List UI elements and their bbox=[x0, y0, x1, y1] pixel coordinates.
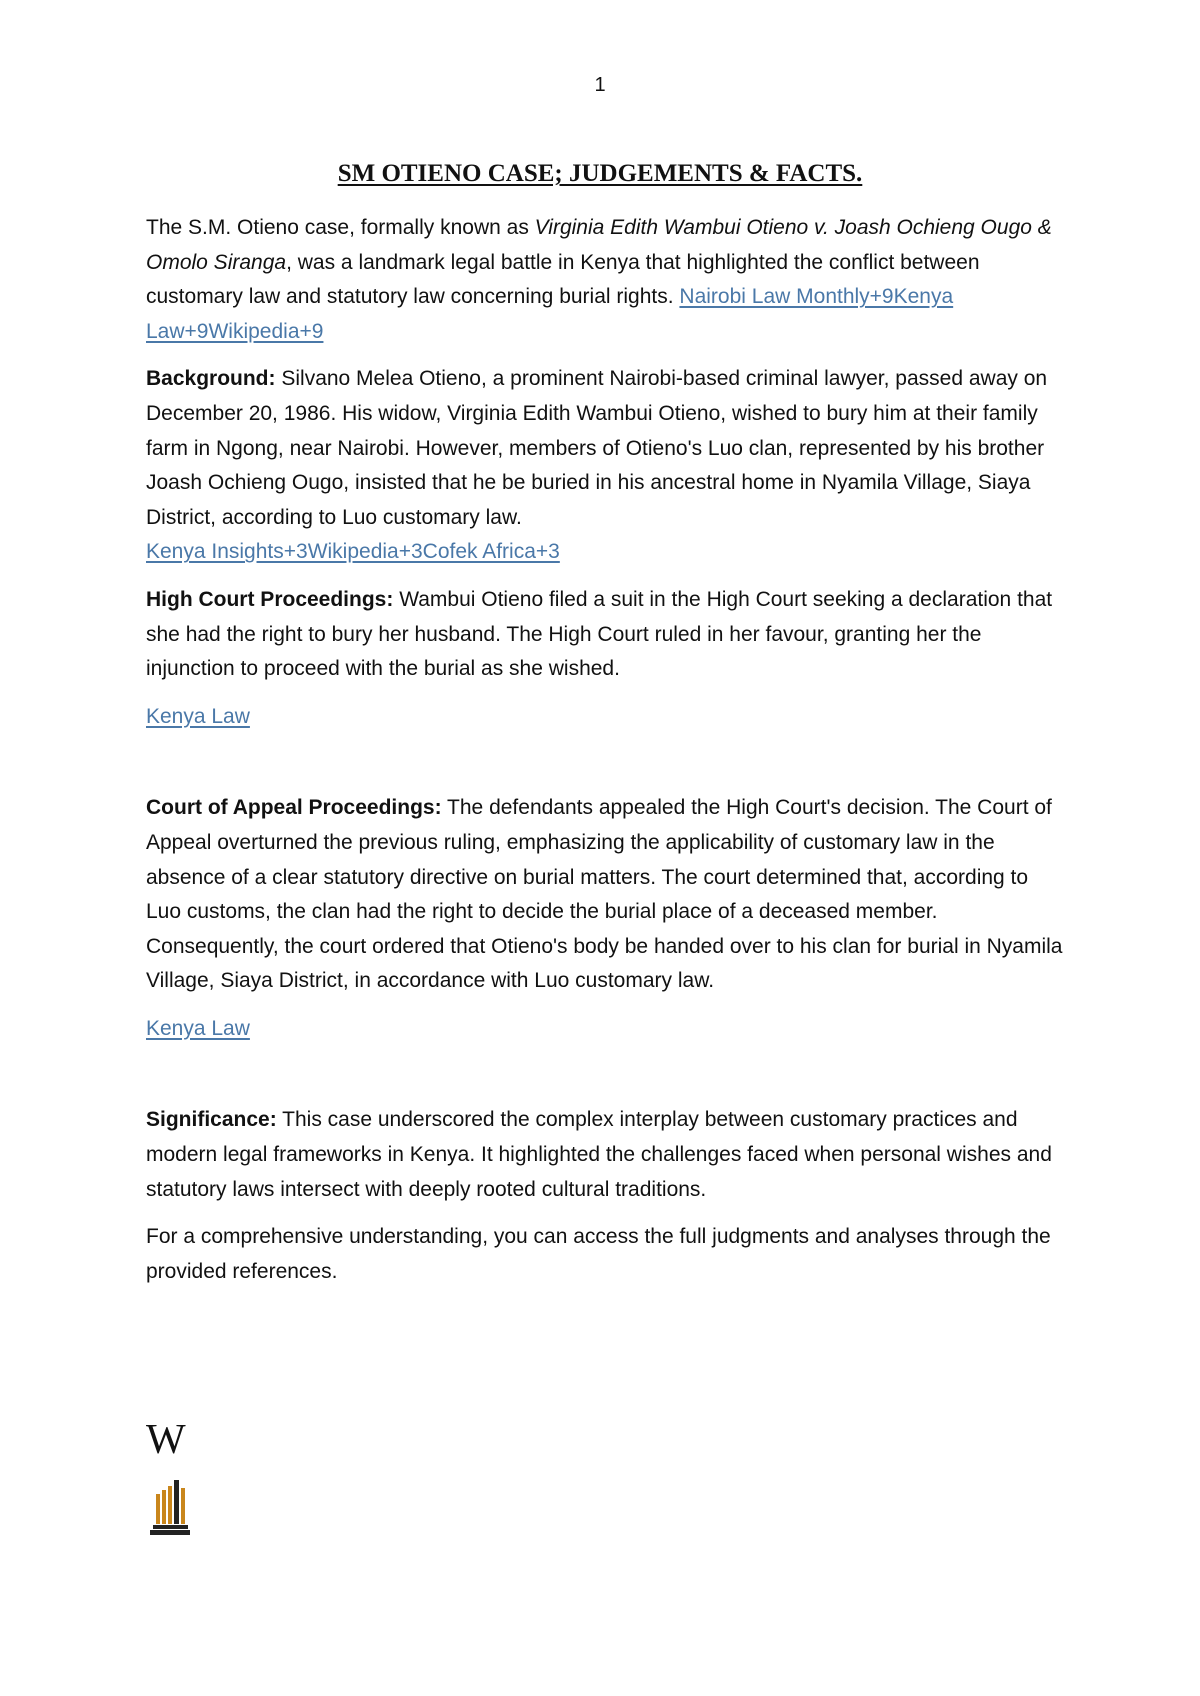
intro-source-link[interactable]: Nairobi Law Monthly+9Kenya Law+9Wikipedia+9 bbox=[146, 285, 954, 343]
logo-base bbox=[150, 1530, 190, 1535]
background-source-link[interactable]: Kenya Insights+3Wikipedia+3Cofek Africa+3 bbox=[146, 540, 560, 564]
logo-column bbox=[156, 1494, 160, 1524]
closing-paragraph: For a comprehensive understanding, you can access the full judgments and analyses through the provided references. bbox=[146, 1225, 1051, 1283]
kenya-law-logo-icon[interactable] bbox=[150, 1478, 190, 1536]
logo-column bbox=[162, 1490, 166, 1524]
logo-base bbox=[153, 1525, 188, 1529]
high-court-source-link[interactable]: Kenya Law bbox=[146, 704, 250, 728]
background-paragraph bbox=[146, 362, 1066, 570]
intro-text-2: , was a landmark legal battle in Kenya that highlighted the conflict between customary law and statutory law concerning burial rights. bbox=[146, 250, 980, 309]
high-court-text: Wambui Otieno filed a suit in the High Court seeking a declaration that she had the right to bury her husband. The High Court ruled in her favour, granting her the injunction to proceed with the burial as she wished. bbox=[146, 587, 1053, 681]
appeal-text: The defendants appealed the High Court's decision. The Court of Appeal overturned the previous ruling, emphasizing the applicability of customary law in the absence of a clear statutory directive on burial matters. The court determined that, according to Luo customs, the clan had the right to decide the burial place of a deceased member. Consequently, the court ordered that Otieno's body be handed over to his clan for burial in Nyamila Village, Siaya District, in accordance with Luo customary law. bbox=[146, 796, 1063, 993]
appeal-source-paragraph bbox=[146, 1012, 1066, 1047]
case-name: Virginia Edith Wambui Otieno v. Joash Ochieng Ougo & Omolo Siranga bbox=[146, 216, 1052, 274]
appeal-source-link[interactable]: Kenya Law bbox=[146, 1016, 250, 1040]
intro-paragraph bbox=[146, 211, 1066, 349]
paragraph-spacer bbox=[146, 747, 1066, 791]
appeal-heading: Court of Appeal Proceedings: bbox=[146, 796, 442, 820]
wikipedia-logo-icon[interactable]: W bbox=[146, 1417, 183, 1463]
significance-heading: Significance: bbox=[146, 1108, 277, 1132]
high-court-source-paragraph bbox=[146, 700, 1066, 735]
significance-text: This case underscored the complex interplay between customary practices and modern legal frameworks in Kenya. It highlighted the challenges faced when personal wishes and statutory laws intersect with deeply rooted cultural traditions. bbox=[146, 1108, 1052, 1201]
document-body bbox=[146, 211, 1066, 1302]
paragraph-spacer bbox=[146, 1059, 1066, 1103]
page-title: SM OTIENO CASE; JUDGEMENTS & FACTS. bbox=[337, 160, 863, 187]
background-text: Silvano Melea Otieno, a prominent Nairobi-based criminal lawyer, passed away on December 20, 1986. His widow, Virginia Edith Wambui Otieno, wished to bury him at their family farm in Ngong, near Nairobi. However, members of Otieno's Luo clan, represented by his brother Joash Ochieng Ougo, insisted that he be buried in his ancestral home in Nyamila Village, Siaya District, according to Luo customary law. bbox=[146, 367, 1048, 529]
significance-paragraph bbox=[146, 1103, 1066, 1207]
appeal-paragraph bbox=[146, 791, 1066, 999]
logo-column bbox=[181, 1488, 185, 1524]
high-court-paragraph bbox=[146, 583, 1066, 687]
intro-text-1: The S.M. Otieno case, formally known as bbox=[146, 216, 535, 239]
logo-column bbox=[174, 1480, 179, 1524]
logo-column bbox=[168, 1486, 172, 1524]
background-heading: Background: bbox=[146, 367, 276, 391]
high-court-heading: High Court Proceedings: bbox=[146, 587, 394, 611]
page-number: 1 bbox=[594, 74, 606, 96]
